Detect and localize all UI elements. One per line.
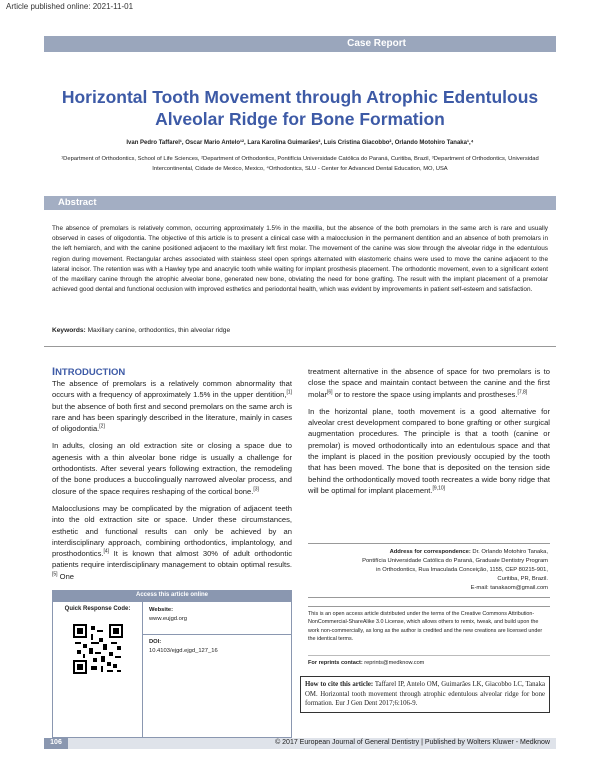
reprints-note	[308, 655, 550, 666]
qr-cell	[53, 602, 143, 738]
correspondence-box	[308, 543, 550, 598]
citation-ref[interactable]: [7,8]	[517, 389, 528, 396]
body-column-right	[308, 366, 550, 502]
cite-text: Taffarel IP, Antelo OM, Guimarães LK, Giacobbo LC, Tanaka OM. Horizontal tooth movement through atrophic edentulous alveolar ridge for bone formation. Eur J Gen Dent 2017;6:106-9.	[305, 681, 545, 708]
qr-label: Quick Response Code:	[64, 606, 131, 612]
reprints-label: For reprints contact:	[308, 660, 363, 666]
website-link[interactable]: www.eujgd.org	[149, 616, 188, 622]
divider	[143, 634, 291, 635]
doi-link[interactable]: 10.4103/ejgd.ejgd_127_16	[149, 648, 218, 654]
correspondence-line: Pontifícia Universidade Católica do Paraná, Graduate Dentistry Program	[362, 558, 548, 564]
intro-heading-rest: NTRODUCTION	[55, 367, 126, 378]
access-info	[143, 602, 291, 738]
citation-ref[interactable]: [3]	[253, 486, 259, 493]
access-heading: Access this article online	[53, 591, 291, 602]
reprints-email[interactable]: reprints@medknow.com	[362, 660, 425, 666]
paragraph: Malocclusions may be complicated by the migration of adjacent teeth into the old extraction site or space. Under these circumstances, esthetic and functional results can only be achieved by an interdisciplinary approach, combining orthodontics, implantology, and prosthodontics.[4] It is known that almost 30% of adult orthodontic patients require interdisciplinary management to obtain optimal results.[5] One	[52, 503, 292, 581]
citation-ref[interactable]: [6]	[327, 389, 333, 396]
abstract-heading: Abstract	[44, 196, 556, 210]
section-label: Case Report	[347, 38, 406, 49]
correspondence-line: in Orthodontics, Rua Imaculada Conceição, 1155, CEP 80215-901,	[376, 567, 548, 573]
affiliations: ¹Department of Orthodontics, School of Life Sciences, ²Department of Orthodontics, Pontifícia Universidade Católica do Paraná, Curitiba, Brazil, ³Department of Orthodontics, Universidad Intercontinental, Cidade de Mexico, Mexico, ⁴Orthodontics, SLU - Center for Advanced Dental Education, MO, USA	[61, 156, 539, 172]
article-title	[60, 86, 540, 130]
author-list: Ivan Pedro Taffarel¹, Oscar Mario Antelo¹², Lara Karolina Guimarães², Luis Cristina Giacobbo², Orlando Motohiro Tanaka¹,⁴	[126, 140, 474, 146]
body-column-left	[52, 378, 292, 588]
paragraph: In adults, closing an old extraction site or closing a space due to agenesis with a thin alveolar bone ridge is usually a challenge for orthodontists. After several years following extraction, the remodeling of the bone produces a buccolingually narrowed alveolar process, and closure of the space requires reshaping of the cortical bone.[3]	[52, 441, 292, 496]
citation-box	[300, 676, 550, 713]
paragraph: The absence of premolars is a relatively common abnormality that occurs with a frequency of approximately 1.5% in the upper dentition,[1] but the absence of both first and second premolars on the same arch is rare and has been sparingly described in the literature, mainly in cases of oligodontia.[2]	[52, 379, 292, 434]
footer-text: © 2017 European Journal of General Dentistry | Published by Wolters Kluwer - Medknow	[275, 739, 550, 746]
intro-heading-cap: I	[52, 366, 56, 378]
citation-ref[interactable]: [2]	[99, 423, 105, 430]
paragraph: In the horizontal plane, tooth movement is a good alternative for alveolar crest development compared to bone grafting or other surgical augmentation procedures. The principle is that a tooth (canine or premolar) is moved orthodontically into an edentulous space and that the implant is placed in the position previously occupied by the tooth that has been moved. The bone that is deposited on the tension side behind the orthodontically moved tooth recreates a wide bony ridge that will be optimal for implant placement.[9,10]	[308, 406, 550, 495]
correspondence-email[interactable]: E-mail: tanakaom@gmail.com	[470, 585, 548, 591]
correspondence-name: Dr. Orlando Motohiro Tanaka,	[470, 549, 548, 555]
access-box	[52, 590, 292, 738]
citation-ref[interactable]: [9,10]	[432, 485, 446, 492]
title-line-2: Alveolar Ridge for Bone Formation	[155, 109, 445, 129]
divider	[44, 346, 556, 347]
paragraph: treatment alternative in the absence of space for two premolars is to close the space and maintain contact between the canine and the first molar[6] or to restore the space using implants and prostheses.[7,8]	[308, 367, 550, 399]
website-label: Website:	[149, 607, 174, 613]
page-number: 106	[44, 738, 68, 749]
cite-label: How to cite this article:	[305, 681, 374, 688]
keywords-label: Keywords:	[52, 327, 86, 334]
publication-date: Article published online: 2021-11-01	[6, 2, 134, 11]
qr-code-icon[interactable]	[73, 624, 123, 674]
abstract-text: The absence of premolars is relatively common, occurring approximately 1.5% in the maxilla, but the absence of the both premolars in the same arch is rare and usually observed in cases of oligodontia. The objective of this article is to present a clinical case with a malocclusion in the permanent dentition and an absence of both premolars in the left hemiarch, and with the canine positioned adjacent to the maxillary left first molar. The movement of the canine was slow through the alveolar ridge in the edentulous region during movement. Rectangular arches associated with stainless steel open springs alternated with elastomeric chains were used to move the canine adjacent to the lateral incisor. The retention was with a Hawley type and anacrylic tooth while waiting for implant prosthesis placement. The orthodontic movement, even to a significant extent of the maxillary canine through the atrophic alveolar bone, generated new bone, obviating the need for bone grafting. The result with the implant placement of a premolar achieved good dental and functional occlusion with improved esthetics and periodontal health, which was evident by improvements in patient self-esteem and satisfaction.	[52, 225, 548, 294]
doi-label: DOI:	[149, 639, 162, 645]
introduction-heading	[52, 366, 125, 378]
page-footer	[44, 738, 556, 749]
citation-ref[interactable]: [4]	[103, 548, 110, 555]
keywords-value: Maxillary canine, orthodontics, thin alveolar ridge	[87, 327, 231, 334]
correspondence-label: Address for correspondence:	[389, 549, 471, 555]
doi-row	[149, 638, 218, 656]
keywords	[52, 327, 548, 334]
correspondence-line: Curitiba, PR, Brazil.	[497, 576, 548, 582]
website-row	[149, 606, 187, 624]
citation-ref[interactable]: [1]	[286, 389, 292, 396]
section-banner	[44, 36, 556, 52]
license-text: This is an open access article distributed under the terms of the Creative Commons Attribution-NonCommercial-ShareAlike 3.0 License, which allows others to remix, tweak, and build upon the work non-commercially, as long as the author is credited and the new creations are licensed under the identical terms.	[308, 606, 550, 644]
citation-ref[interactable]: [5]	[52, 571, 58, 578]
title-line-1: Horizontal Tooth Movement through Atrophic Edentulous	[61, 87, 539, 107]
